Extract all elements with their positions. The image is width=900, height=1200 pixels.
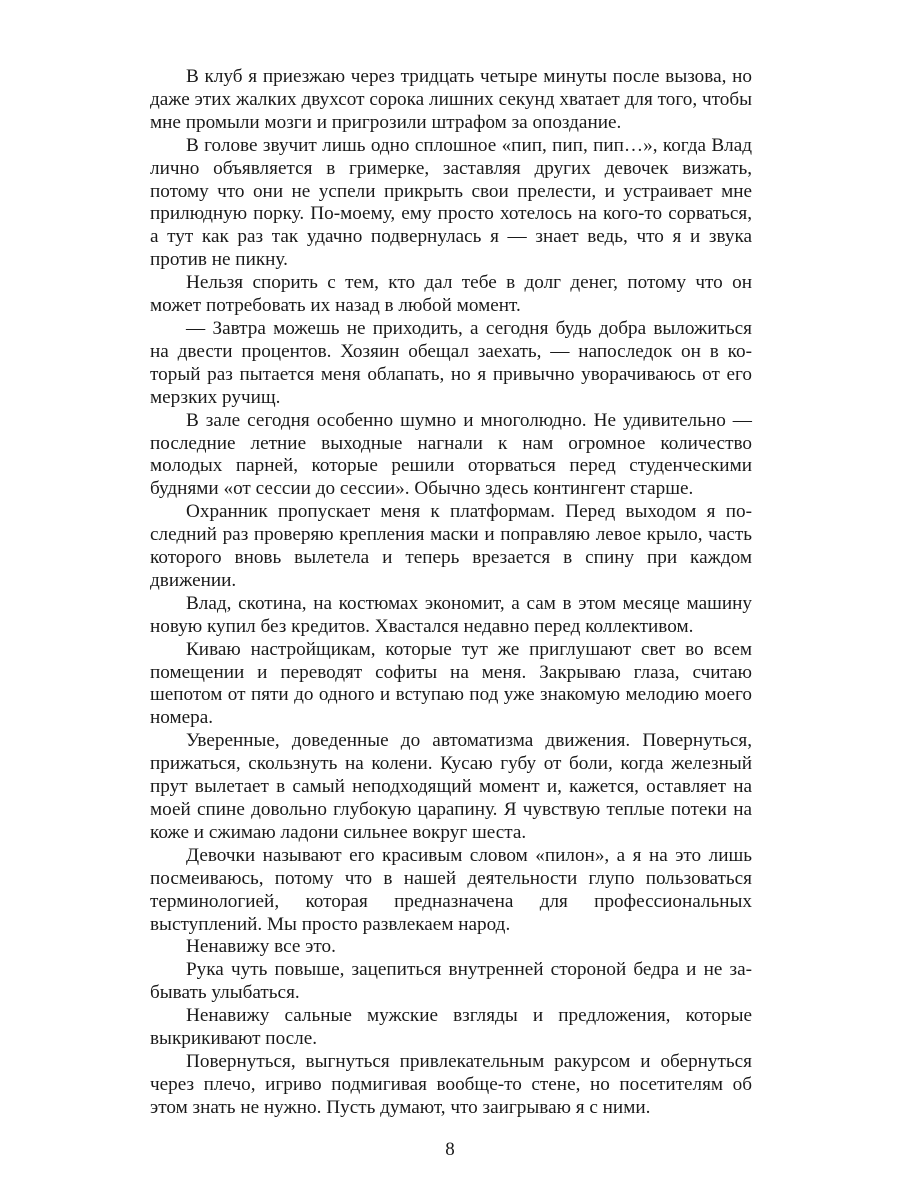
paragraph: Охранник пропускает меня к платформам. Перед выходом я последний раз проверяю крепления маски и поправляю левое крыло, часть которого вновь вылетела и теперь врезается в спину при каждом движении. [150,501,752,591]
paragraph: Киваю настройщикам, которые тут же приглушают свет во всем помещении и переводят софиты на меня. Закрываю глаза, считаю шепотом от пяти до одного и вступаю под уже знакомую мелодию моего номера. [150,638,752,729]
paragraph: Влад, скотина, на костюмах экономит, а сам в этом месяце машину новую купил без кредитов. Хвастался недавно перед коллективом. [150,592,752,637]
paragraph: Рука чуть повыше, зацепиться внутренней стороной бедра и не забывать улыбаться. [150,959,752,1004]
paragraph: В голове звучит лишь одно сплошное «пип, пип, пип…», когда Влад лично объявляется в гримерке, заставляя других девочек визжать, потому что они не успели прикрыть свои прелести, и устраивает мне прилюдную порку. По-моему, ему просто хотелось на кого-то сорваться, а тут как раз так удачно подвернулась я — знает ведь, что я и звука против не пикну. [150,134,752,271]
paragraph: Девочки называют его красивым словом «пилон», а я на это лишь посмеиваюсь, потому что в нашей деятельности глупо пользоваться терминологией, которая предназначена для профессиональных выступлений. Мы просто развлекаем народ. [150,844,752,935]
body-text [150,66,752,1120]
paragraph: Повернуться, выгнуться привлекательным ракурсом и обернуться через плечо, игриво подмигивая вообще-то стене, но посетителям об этом знать не нужно. Пусть думают, что заигрываю я с ними. [150,1050,752,1118]
paragraph: В зале сегодня особенно шумно и многолюдно. Не удивительно — последние летние выходные нагнали к нам огромное количество молодых парней, которые решили оторваться перед студенческими буднями «от сессии до сессии». Обычно здесь контингент старше. [150,409,752,500]
paragraph: Нельзя спорить с тем, кто дал тебе в долг денег, потому что он может потребовать их назад в любой момент. [150,272,752,317]
paragraph: Ненавижу все это. [186,936,336,958]
paragraph: Уверенные, доведенные до автоматизма движения. Повернуться, прижаться, скользнуть на колени. Кусаю губу от боли, когда железный прут вылетает в самый неподходящий момент и, кажется, оставляет на моей спине довольно глубокую царапину. Я чувствую теплые потеки на коже и сжимаю ладони сильнее вокруг шеста. [150,730,752,843]
paragraph: В клуб я приезжаю через тридцать четыре минуты после вызова, но даже этих жалких двухсот сорока лишних секунд хватает для того, чтобы мне промыли мозги и пригрозили штрафом за опоздание. [150,66,752,133]
paragraph: — Завтра можешь не приходить, а сегодня будь добра выложиться на двести процентов. Хозяин обещал заехать, — напоследок он в который раз пытается меня облапать, но я привычно уворачиваюсь от его мерзких ручищ. [150,317,752,408]
page-number: 8 [445,1139,455,1160]
paragraph: Ненавижу сальные мужские взгляды и предложения, которые выкрикивают после. [150,1005,752,1050]
